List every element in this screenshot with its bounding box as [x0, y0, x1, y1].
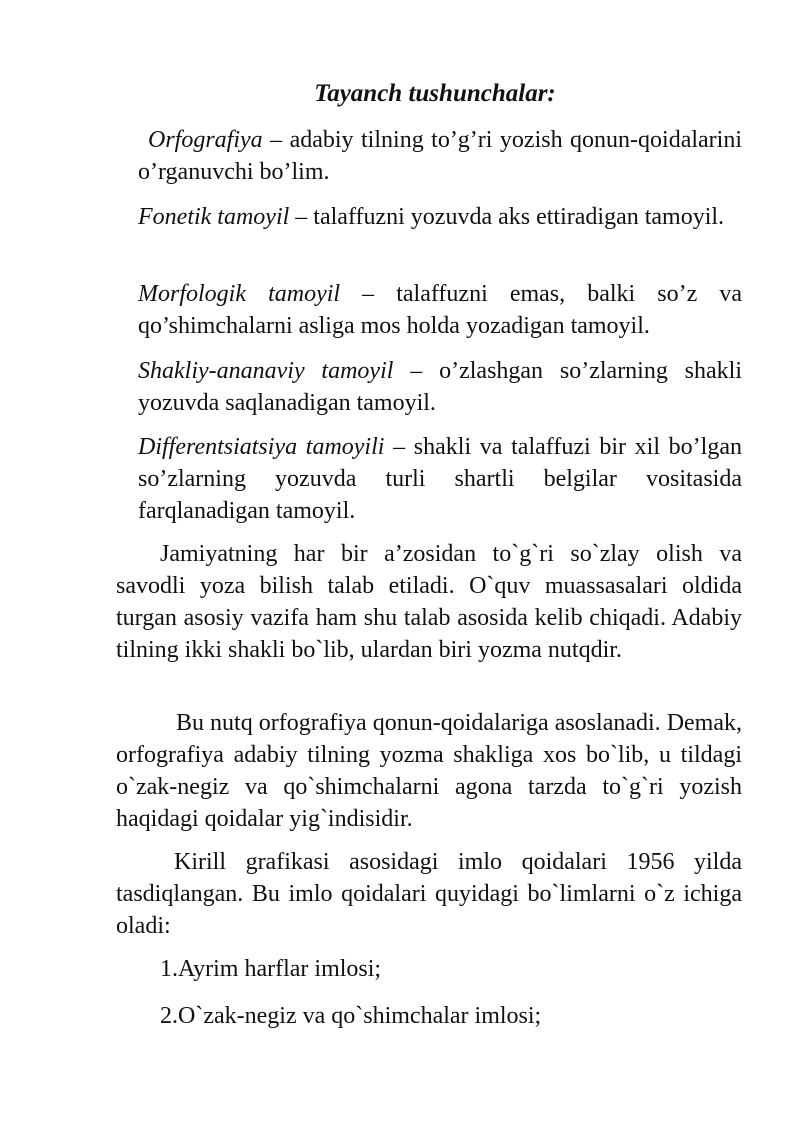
term-name: Shakliy-ananaviy tamoyil — [138, 358, 394, 384]
body-paragraph: Bu nutq orfografiya qonun-qoidalariga asoslanadi. Demak, orfografiya adabiy tilning yozma shakliga xos bo`lib, u tildagi o`zak-negiz va qo`shimchalarni agona tarzda to`g`ri yozish haqidagi qoidalar yig`indisidir. — [116, 710, 742, 832]
term-fonetik-tamoyil — [138, 201, 742, 233]
term-name: Differentsiatsiya tamoyili — [138, 434, 385, 460]
term-name: Morfologik tamoyil — [138, 281, 341, 307]
term-definition: – adabiy tilning to’g’ri yozish qonun-qoidalarini o’rganuvchi bo’lim. — [138, 127, 742, 185]
body-paragraph: Jamiyatning har bir a’zosidan to`g`ri so`zlay olish va savodli yoza bilish talab etiladi. O`quv muassasalari oldida turgan asosiy vazifa ham shu talab asosida kelib chiqadi. Adabiy tilning ikki shakli bo`lib, ulardan biri yozma nutqdir. — [116, 541, 742, 663]
term-definition: – o’zlashgan so’zlarning shakli yozuvda saqlanadigan tamoyil. — [138, 358, 743, 416]
term-orfografiya — [138, 124, 742, 188]
term-definition: – shakli va talaffuzi bir xil bo’lgan so’zlarning yozuvda turli shartli belgilar vositasida farqlanadigan tamoyil. — [138, 434, 742, 524]
term-name: Orfografiya — [148, 127, 263, 153]
term-morfologik-tamoyil — [138, 278, 742, 342]
term-definition: – talaffuzni yozuvda aks ettiradigan tamoyil. — [289, 204, 725, 230]
term-shakliy-ananaviy-tamoyil — [138, 355, 742, 419]
term-differentsiatsiya-tamoyili — [138, 431, 742, 527]
section-heading: Tayanch tushunchalar: — [314, 80, 556, 107]
list-item: 1.Ayrim harflar imlosi; — [160, 956, 382, 982]
term-definition: – talaffuzni emas, balki so’z va qo’shimchalarni asliga mos holda yozadigan tamoyil. — [138, 281, 742, 339]
list-item: 2.O`zak-negiz va qo`shimchalar imlosi; — [160, 1003, 542, 1029]
term-name: Fonetik tamoyil — [138, 204, 290, 230]
body-paragraph: Kirill grafikasi asosidagi imlo qoidalari 1956 yilda tasdiqlangan. Bu imlo qoidalari quyidagi bo`limlarni o`z ichiga oladi: — [116, 849, 742, 939]
